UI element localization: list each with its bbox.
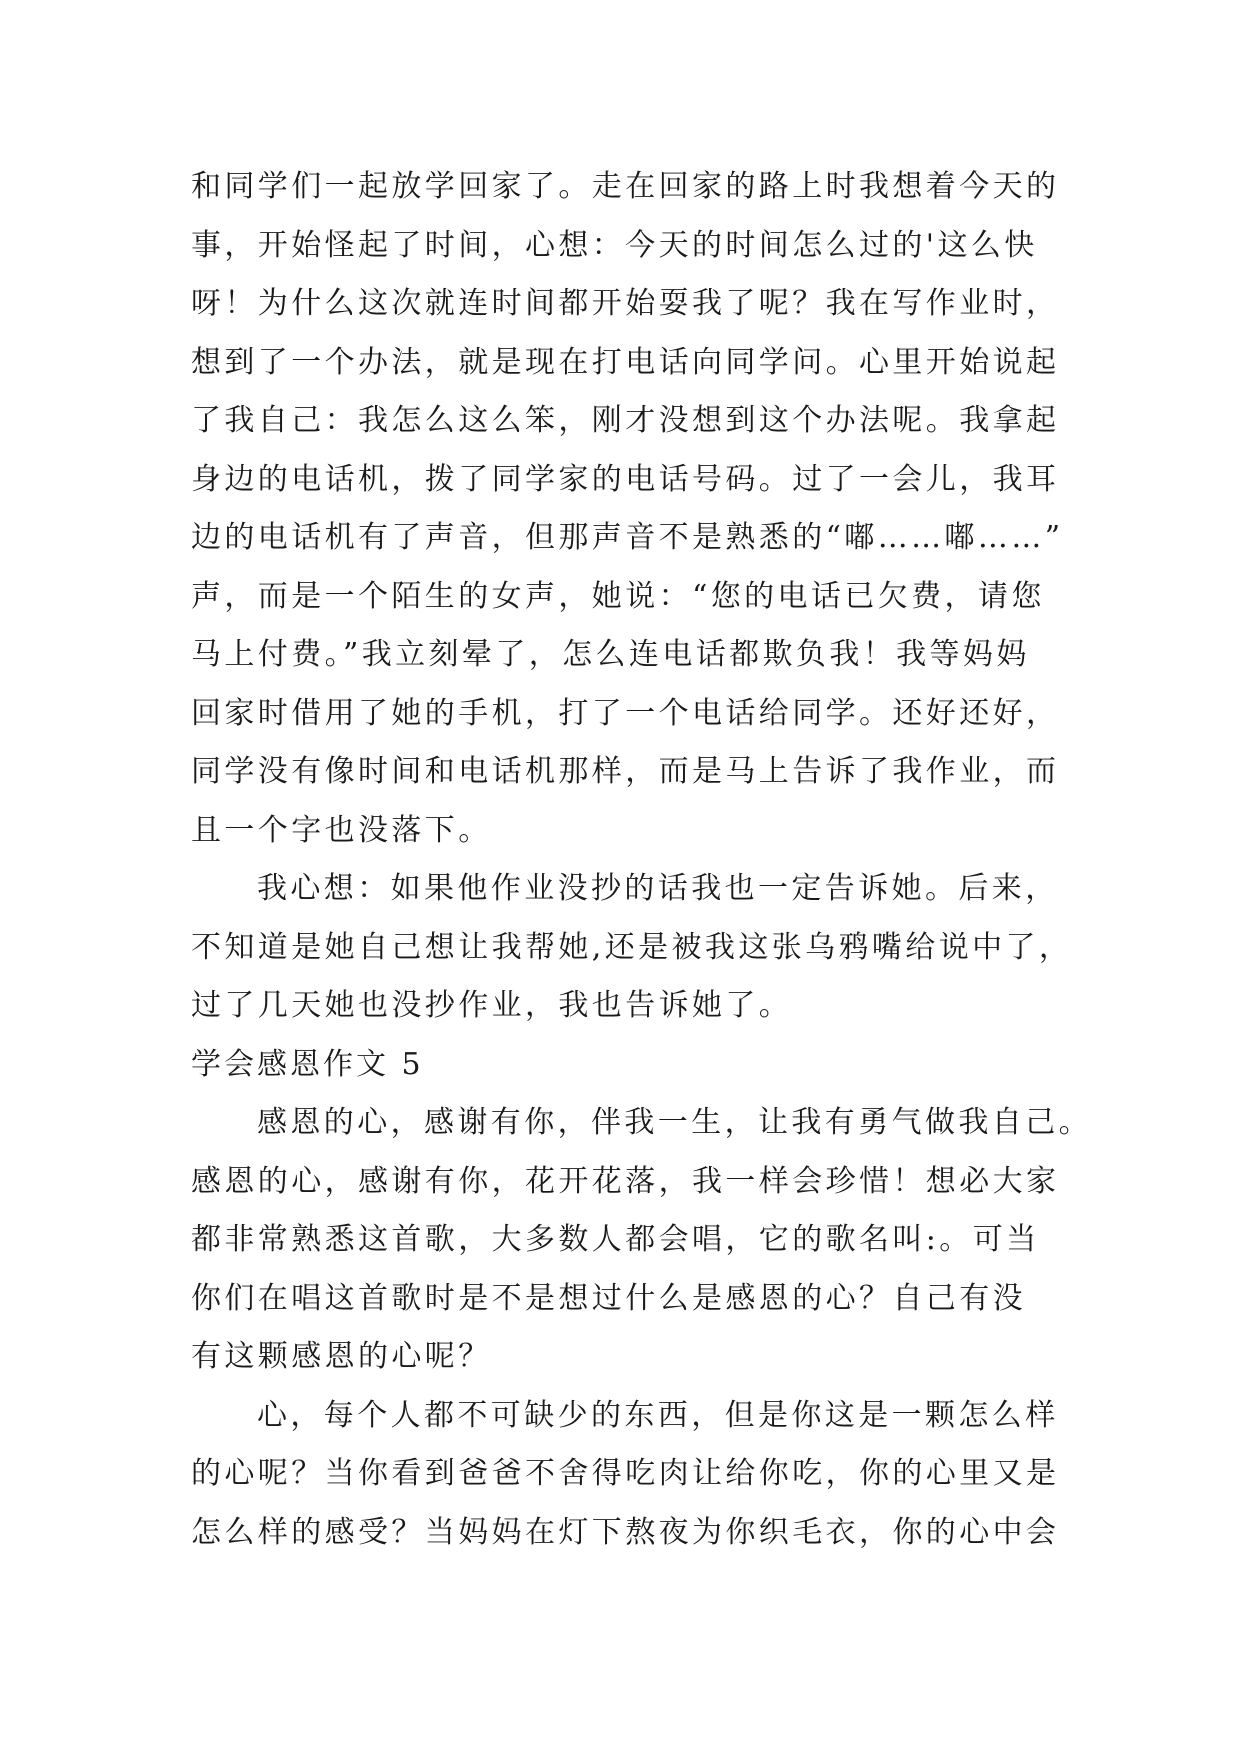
document-body xyxy=(191,158,1092,1562)
text-line: 回家时借用了她的手机，打了一个电话给同学。还好还好， xyxy=(191,695,1060,731)
text-line: 有这颗感恩的心呢？ xyxy=(191,1339,492,1374)
text-line: 和同学们一起放学回家了。走在回家的路上时我想着今天的 xyxy=(191,169,1060,204)
paragraph-first-line: 心，每个人都不可缺少的东西，但是你这是一颗怎么样 xyxy=(257,1397,1059,1433)
text-line: 同学没有像时间和电话机那样，而是马上告诉了我作业，而 xyxy=(191,754,1060,789)
text-line: 且一个字也没落下。 xyxy=(191,812,492,848)
text-line: 想到了一个办法，就是现在打电话向同学问。心里开始说起 xyxy=(191,344,1060,380)
text-line: 过了几天她也没抄作业，我也告诉她了。 xyxy=(191,988,793,1023)
text-line: 边的电话机有了声音，但那声音不是熟悉的“嘟……嘟……” xyxy=(191,520,1064,555)
text-line: 怎么样的感受？当妈妈在灯下熬夜为你织毛衣，你的心中会 xyxy=(191,1514,1060,1550)
text-line: 不知道是她自己想让我帮她,还是被我这张乌鸦嘴给说中了， xyxy=(191,929,1073,965)
text-line: 呀！为什么这次就连时间都开始耍我了呢？我在写作业时， xyxy=(191,286,1060,321)
text-line: 身边的电话机，拨了同学家的电话号码。过了一会儿，我耳 xyxy=(191,461,1060,497)
text-line: 感恩的心，感谢有你，花开花落，我一样会珍惜！想必大家 xyxy=(191,1163,1060,1199)
section-heading: 学会感恩作文 5 xyxy=(191,1046,424,1082)
text-line: 都非常熟悉这首歌，大多数人都会唱，它的歌名叫:。可当 xyxy=(191,1222,1040,1257)
text-line: 马上付费。”我立刻晕了，怎么连电话都欺负我！我等妈妈 xyxy=(191,637,1030,672)
text-line: 声，而是一个陌生的女声，她说：“您的电话已欠费，请您 xyxy=(191,578,1045,614)
paragraph-first-line: 我心想：如果他作业没抄的话我也一定告诉她。后来， xyxy=(257,871,1059,906)
text-line: 事，开始怪起了时间，心想：今天的时间怎么过的'这么快 xyxy=(191,227,1038,263)
text-line: 的心呢？当你看到爸爸不舍得吃肉让给你吃，你的心里又是 xyxy=(191,1456,1060,1491)
text-line: 你们在唱这首歌时是不是想过什么是感恩的心？自己有没 xyxy=(191,1280,1026,1316)
text-line: 了我自己：我怎么这么笨，刚才没想到这个办法呢。我拿起 xyxy=(191,403,1060,438)
paragraph-first-line: 感恩的心，感谢有你，伴我一生，让我有勇气做我自己。 xyxy=(257,1105,1092,1140)
